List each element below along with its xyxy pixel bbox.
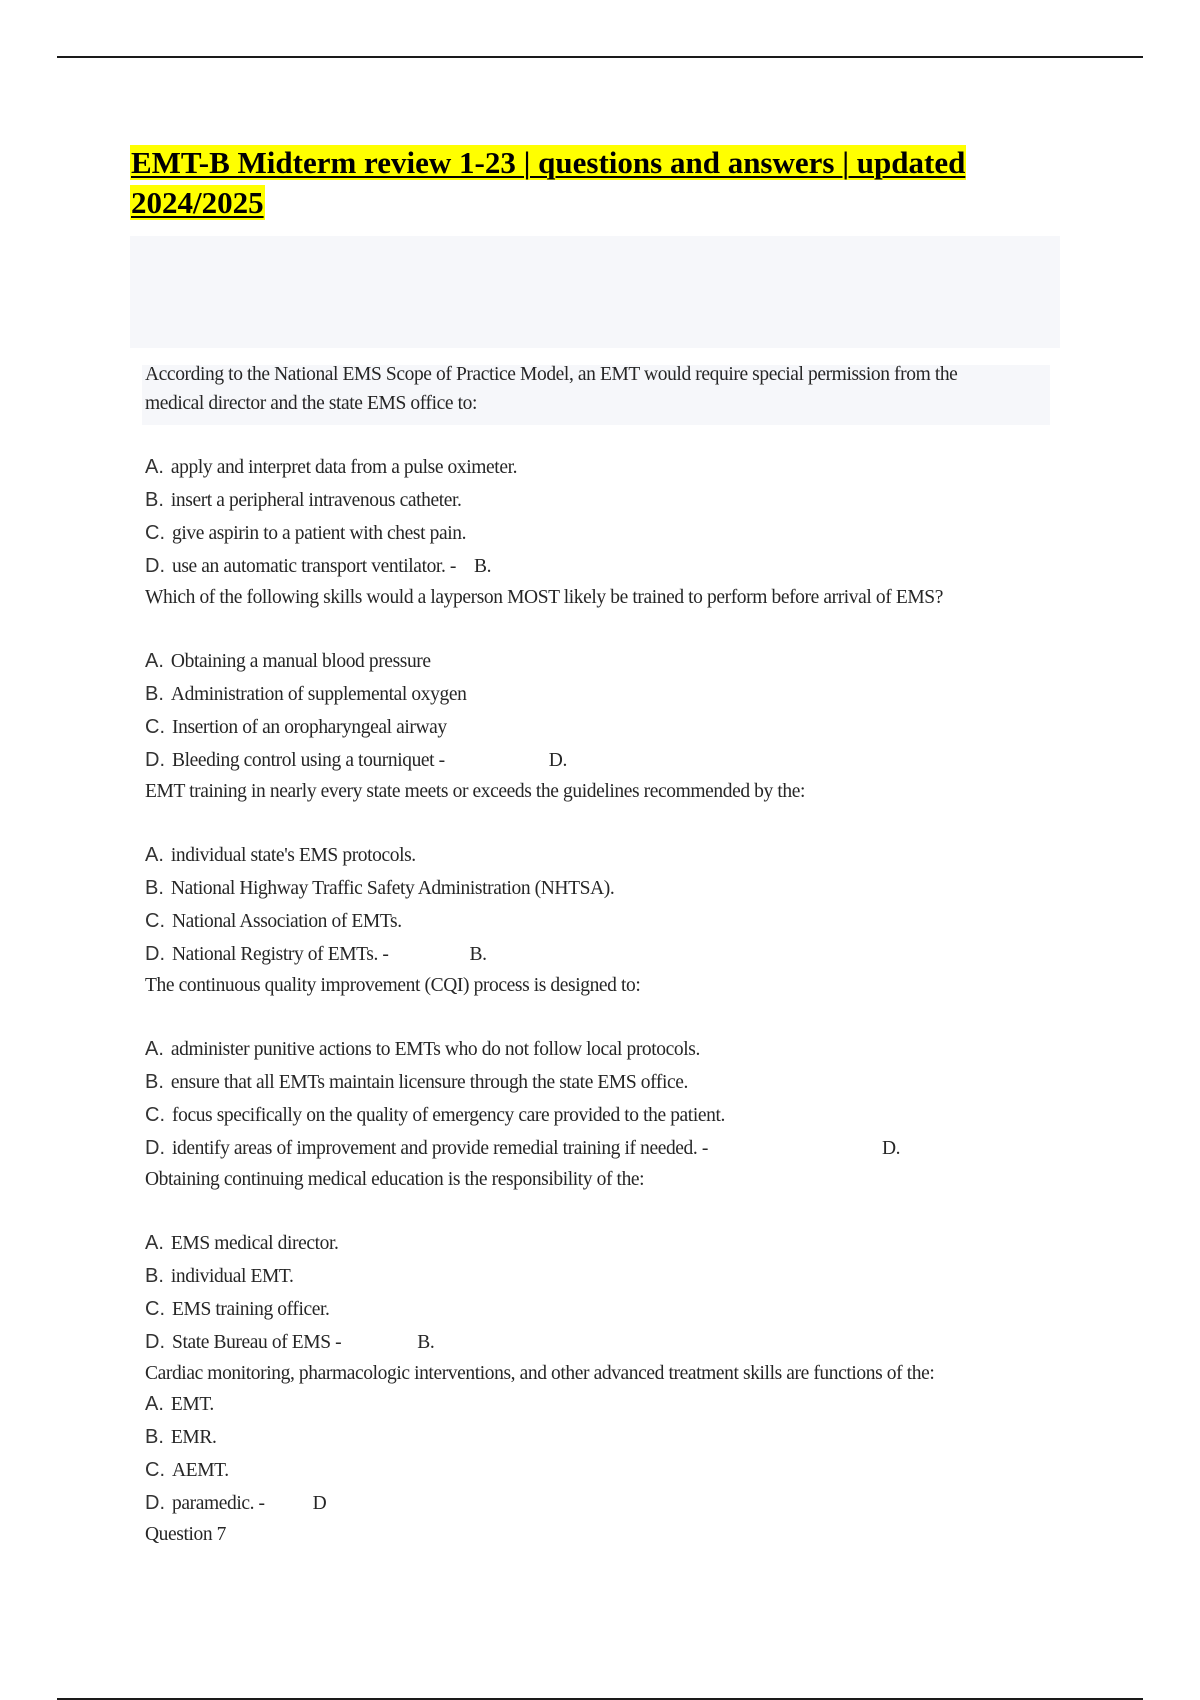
option-text: Administration of supplemental oxygen — [170, 684, 467, 705]
answer-option — [145, 550, 1065, 583]
question-item — [145, 777, 1065, 971]
answer-option — [145, 744, 1065, 777]
option-letter: C. — [145, 1104, 165, 1126]
question-stem-line: medical director and the state EMS office to: — [145, 393, 477, 414]
question-stem-line: Obtaining continuing medical education is the responsibility of the: — [145, 1169, 645, 1190]
option-letter: D. — [145, 1492, 165, 1514]
answer-option — [145, 1487, 1065, 1520]
option-letter: A. — [145, 1232, 164, 1254]
title-highlight: EMT-B Midterm review 1-23 | questions and answers | updated 2024/2025 — [131, 145, 966, 220]
option-text: individual EMT. — [170, 1266, 294, 1287]
option-letter: C. — [145, 910, 165, 932]
option-letter: C. — [145, 1298, 165, 1320]
option-text: AEMT. — [172, 1460, 229, 1481]
answer-key: D. — [548, 750, 567, 771]
answer-option — [145, 1454, 1065, 1487]
option-text: EMR. — [170, 1427, 217, 1448]
answer-option — [145, 1421, 1065, 1454]
option-letter: A. — [145, 1393, 164, 1415]
option-letter: B. — [145, 1265, 164, 1287]
answer-key: B. — [474, 556, 492, 577]
answer-key: B. — [469, 944, 487, 965]
option-text: apply and interpret data from a pulse oximeter. — [170, 457, 518, 478]
option-letter: D. — [145, 1331, 165, 1353]
option-letter: C. — [145, 716, 165, 738]
option-text: National Association of EMTs. — [172, 911, 402, 932]
answer-option — [145, 1132, 1065, 1165]
question-item — [145, 971, 1065, 1165]
answer-option — [145, 1099, 1065, 1132]
option-text: EMT. — [170, 1394, 214, 1415]
answer-key: D. — [881, 1138, 901, 1159]
question-item — [145, 1359, 1065, 1520]
answer-option — [145, 645, 1065, 678]
option-letter: C. — [145, 522, 165, 544]
option-letter: D. — [145, 749, 165, 771]
answer-option — [145, 678, 1065, 711]
option-text: State Bureau of EMS - — [172, 1332, 342, 1353]
option-text: paramedic. - — [172, 1493, 265, 1514]
answer-option — [145, 451, 1065, 484]
option-letter: A. — [145, 650, 164, 672]
option-text: use an automatic transport ventilator. - — [172, 556, 456, 577]
option-text: identify areas of improvement and provide remedial training if needed. - — [172, 1138, 708, 1159]
option-text: individual state's EMS protocols. — [170, 845, 416, 866]
option-text: National Highway Traffic Safety Administration (NHTSA). — [170, 878, 615, 899]
answer-option — [145, 484, 1065, 517]
answer-option — [145, 1033, 1065, 1066]
question-item — [145, 583, 1065, 777]
title-block — [130, 143, 1050, 223]
answer-option — [145, 711, 1065, 744]
option-letter: D. — [145, 943, 165, 965]
shade-region — [130, 236, 1060, 348]
question-stem-line: The continuous quality improvement (CQI) process is designed to: — [145, 975, 641, 996]
answer-option — [145, 1227, 1065, 1260]
option-text: administer punitive actions to EMTs who do not follow local protocols. — [170, 1039, 700, 1060]
option-letter: A. — [145, 456, 164, 478]
question-stem-line: Which of the following skills would a layperson MOST likely be trained to perform before arrival of EMS? — [145, 587, 943, 608]
question-list — [145, 360, 1065, 1549]
option-letter: B. — [145, 877, 164, 899]
option-text: EMS training officer. — [172, 1299, 330, 1320]
answer-option — [145, 517, 1065, 550]
answer-option — [145, 839, 1065, 872]
answer-option — [145, 1260, 1065, 1293]
option-text: give aspirin to a patient with chest pain. — [172, 523, 467, 544]
option-text: Obtaining a manual blood pressure — [170, 651, 431, 672]
answer-option — [145, 1326, 1065, 1359]
option-text: National Registry of EMTs. - — [172, 944, 389, 965]
option-text: Insertion of an oropharyngeal airway — [172, 717, 447, 738]
answer-option — [145, 1388, 1065, 1421]
answer-option — [145, 872, 1065, 905]
document-title — [130, 143, 1050, 223]
option-letter: B. — [145, 1426, 164, 1448]
question-stem-line: EMT training in nearly every state meets or exceeds the guidelines recommended by the: — [145, 781, 805, 802]
question-item — [145, 360, 1065, 583]
question-stem-line: Cardiac monitoring, pharmacologic interventions, and other advanced treatment skills are functions of the: — [145, 1363, 935, 1384]
question-item — [145, 1165, 1065, 1359]
answer-key: D — [312, 1493, 327, 1514]
option-letter: B. — [145, 1071, 164, 1093]
header-rule — [57, 56, 1143, 58]
answer-option — [145, 905, 1065, 938]
option-text: EMS medical director. — [170, 1233, 339, 1254]
answer-option — [145, 938, 1065, 971]
option-letter: B. — [145, 683, 164, 705]
option-letter: D. — [145, 1137, 165, 1159]
option-text: Bleeding control using a tourniquet - — [172, 750, 445, 771]
question-stem-line: According to the National EMS Scope of Practice Model, an EMT would require special permission from the — [145, 364, 958, 385]
answer-key: B. — [417, 1332, 435, 1353]
option-text: insert a peripheral intravenous catheter. — [170, 490, 462, 511]
option-letter: B. — [145, 489, 164, 511]
option-text: ensure that all EMTs maintain licensure through the state EMS office. — [170, 1072, 688, 1093]
answer-option — [145, 1293, 1065, 1326]
option-letter: A. — [145, 844, 164, 866]
option-letter: D. — [145, 555, 165, 577]
option-letter: A. — [145, 1038, 164, 1060]
option-text: focus specifically on the quality of emergency care provided to the patient. — [172, 1105, 725, 1126]
option-letter: C. — [145, 1459, 165, 1481]
answer-option — [145, 1066, 1065, 1099]
next-question-label: Question 7 — [145, 1524, 227, 1545]
